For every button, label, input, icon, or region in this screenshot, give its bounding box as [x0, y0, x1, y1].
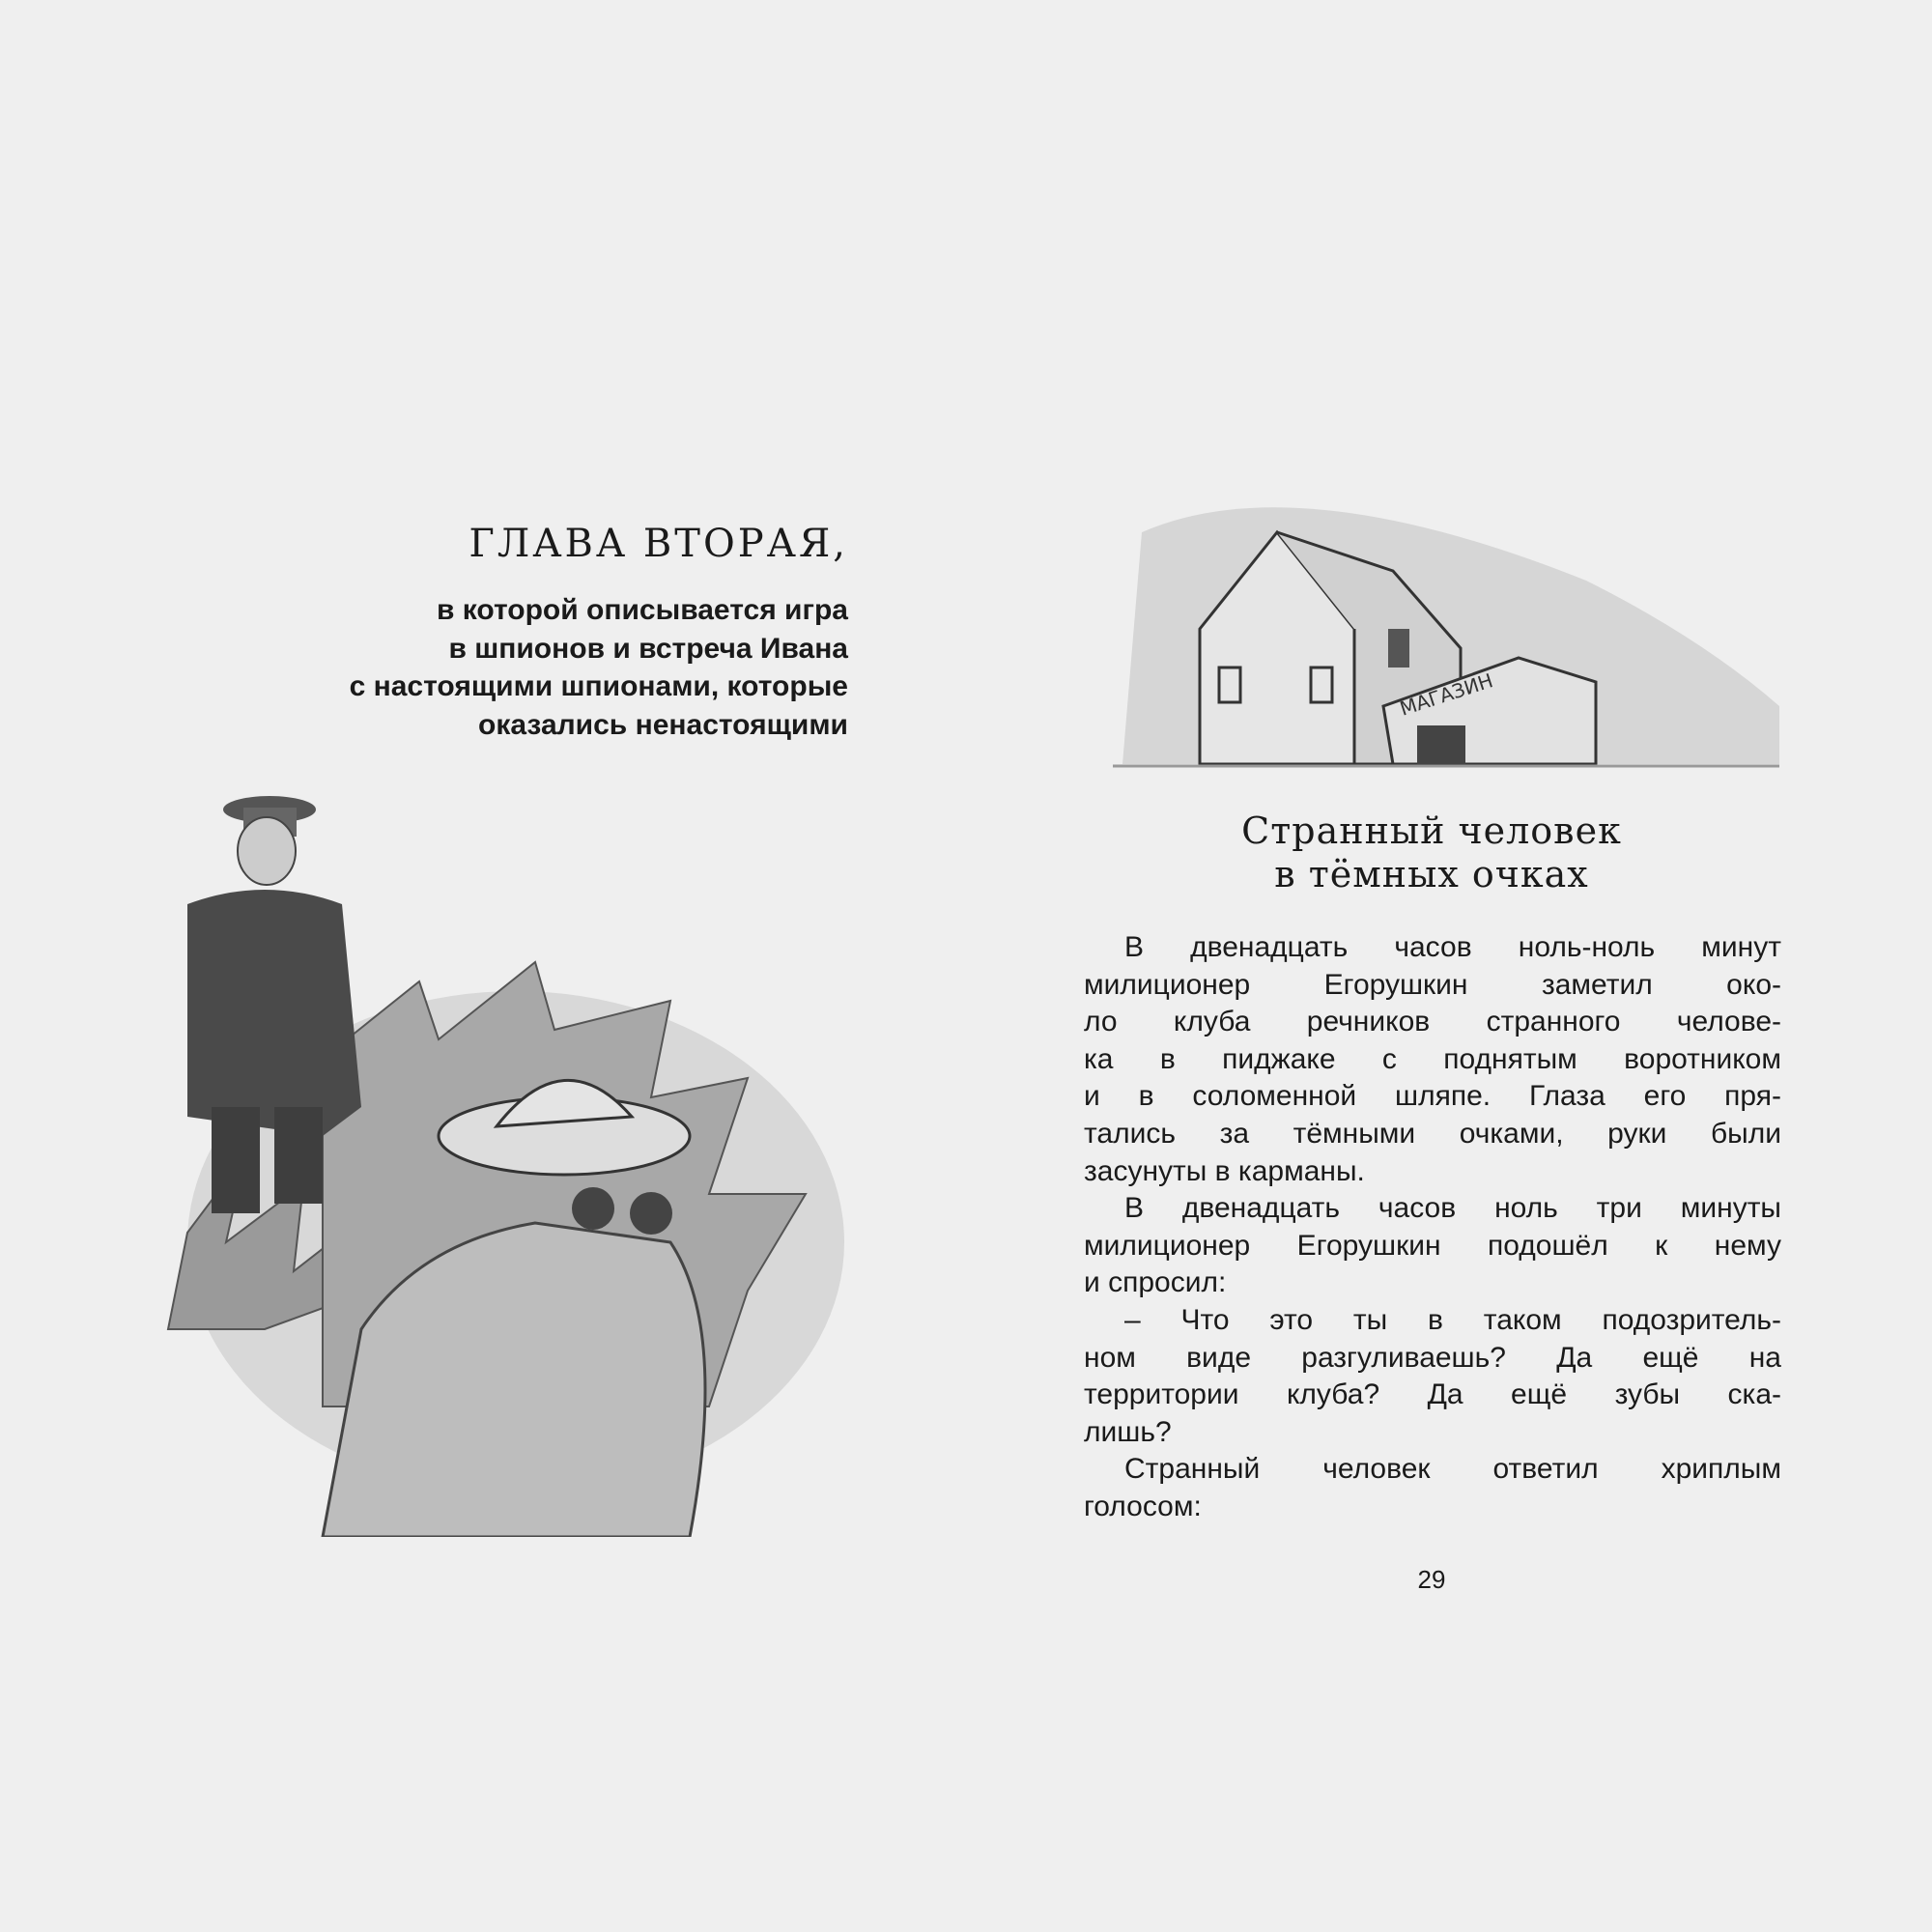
- text-line: ло клуба речников странного челове-: [1084, 1006, 1781, 1038]
- section-title-line: Странный человек: [1241, 810, 1622, 852]
- body-text: [1084, 929, 1781, 1526]
- chapter-subtitle: [350, 591, 848, 744]
- section-title: [1103, 810, 1760, 896]
- shop-sign: МАГАЗИН: [1397, 668, 1496, 721]
- text-line: милиционер Егорушкин подошёл к нему: [1084, 1229, 1781, 1262]
- text-line: голосом:: [1084, 1490, 1202, 1522]
- subtitle-line: с настоящими шпионами, которые: [349, 670, 848, 702]
- illustration-policeman-and-spy: [129, 788, 854, 1537]
- text-line: засунуты в карманы.: [1084, 1154, 1365, 1187]
- text-line: В двенадцать часов ноль-ноль минут: [1124, 931, 1781, 963]
- text-line: ка в пиджаке с поднятым воротником: [1084, 1042, 1781, 1075]
- subtitle-line: в которой описывается игра: [436, 594, 848, 626]
- text-line: – Что это ты в таком подозритель-: [1124, 1303, 1781, 1336]
- text-line: Странный человек ответил хриплым: [1124, 1453, 1781, 1486]
- chapter-heading: ГЛАВА ВТОРАЯ,: [469, 522, 848, 566]
- section-title-line: в тёмных очках: [1274, 853, 1589, 895]
- subtitle-line: в шпионов и встреча Ивана: [448, 632, 848, 665]
- text-line: и спросил:: [1084, 1266, 1227, 1299]
- text-line: В двенадцать часов ноль три минуты: [1124, 1192, 1781, 1225]
- text-line: и в соломенной шляпе. Глаза его пря-: [1084, 1080, 1781, 1113]
- page-number: 29: [1417, 1565, 1446, 1594]
- text-line: территории клуба? Да ещё зубы ска-: [1084, 1378, 1781, 1411]
- text-line: милиционер Егорушкин заметил око-: [1084, 968, 1781, 1001]
- text-line: тались за тёмными очками, руки были: [1084, 1117, 1781, 1150]
- text-line: ном виде разгуливаешь? Да ещё на: [1084, 1341, 1781, 1374]
- illustration-house-shop: [1103, 474, 1793, 779]
- subtitle-line: оказались ненастоящими: [478, 708, 848, 741]
- text-line: лишь?: [1084, 1415, 1172, 1448]
